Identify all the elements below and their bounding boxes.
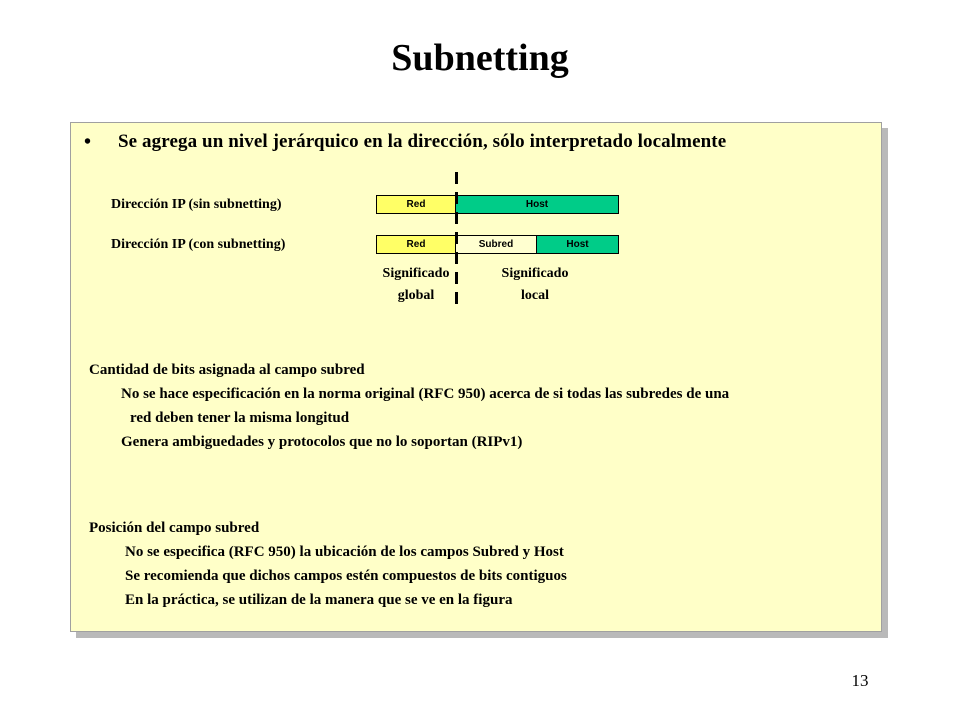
field-host-row2: Host [536,235,619,254]
section2-line: Se recomienda que dichos campos estén compuestos de bits contiguos [125,568,567,584]
global-label-line2: global [397,288,435,303]
global-significance-label [361,263,471,307]
field-red-row1: Red [376,195,456,214]
global-label-line1: Significado [382,266,450,281]
row-label-with-subnetting: Dirección IP (con subnetting) [111,237,286,252]
local-label-line2: local [521,288,549,303]
local-significance-label [480,263,590,307]
slide-title: Subnetting [391,37,569,79]
bullet-text: Se agrega un nivel jerárquico en la dirección, sólo interpretado localmente [118,131,727,152]
section2-line: En la práctica, se utilizan de la manera que se ve en la figura [125,592,513,608]
page-number: 13 [851,671,869,690]
section2-line: No se especifica (RFC 950) la ubicación de los campos Subred y Host [125,544,564,560]
bullet-icon: • [84,131,92,153]
section1-line: Genera ambiguedades y protocolos que no lo soportan (RIPv1) [121,434,523,450]
row-label-no-subnetting: Dirección IP (sin subnetting) [111,197,282,212]
field-subred-row2: Subred [455,235,537,254]
local-label-line1: Significado [501,266,569,281]
section1-line: red deben tener la misma longitud [130,410,350,426]
field-host-row1: Host [455,195,619,214]
section1-line: No se hace especificación en la norma original (RFC 950) acerca de si todas las subredes de una [121,386,730,402]
section1-heading: Cantidad de bits asignada al campo subred [89,362,365,378]
field-red-row2: Red [376,235,456,254]
section2-heading: Posición del campo subred [89,520,260,536]
